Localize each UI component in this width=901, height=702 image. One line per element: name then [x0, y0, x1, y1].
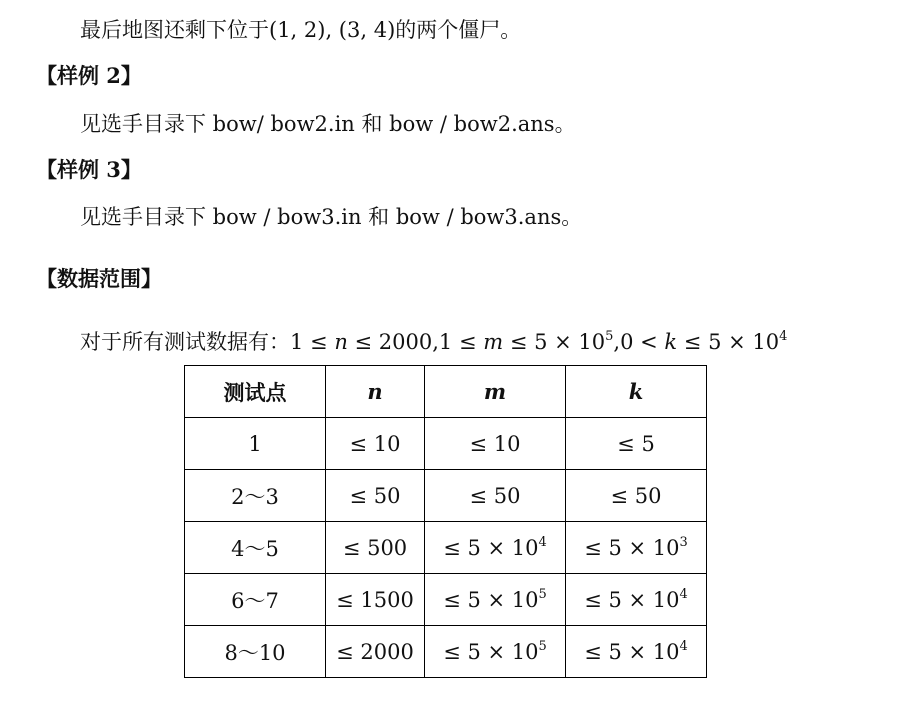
data-range-table [184, 365, 707, 678]
cell-n: ≤ 10 [326, 418, 425, 470]
sample2-heading: 【样例 2】 [36, 63, 142, 88]
cell-n: ≤ 2000 [326, 626, 425, 678]
cell-m-base: ≤ 5 × 10 [443, 639, 539, 664]
cell-m [425, 574, 566, 626]
cell-m-exp: 5 [538, 638, 547, 654]
cell-k [566, 522, 707, 574]
constraint-n-part: 1 ≤ [290, 330, 335, 354]
intro-line: 最后地图还剩下位于(1, 2), (3, 4)的两个僵尸。 [80, 18, 522, 42]
cell-m-base: ≤ 5 × 10 [443, 587, 539, 612]
table-row [185, 418, 707, 470]
constraint-m-exp: 5 [605, 329, 614, 344]
header-k-label: k [628, 379, 644, 404]
data-range-heading: 【数据范围】 [36, 266, 162, 291]
cell-point: 2～3 [185, 470, 326, 522]
cell-k-base: ≤ 5 [617, 431, 655, 456]
cell-n: ≤ 1500 [326, 574, 425, 626]
cell-m-exp: 4 [538, 534, 547, 550]
header-n [326, 366, 425, 418]
sample2-text: 见选手目录下 bow/ bow2.in 和 bow / bow2.ans。 [80, 112, 576, 136]
cell-m [425, 522, 566, 574]
constraint-n-tail: ≤ 2000,1 ≤ [347, 330, 484, 354]
cell-k-exp: 4 [679, 638, 688, 654]
constraint-m-tail: ≤ 5 × 10 [503, 330, 606, 354]
cell-point: 1 [185, 418, 326, 470]
table-row [185, 574, 707, 626]
data-range-constraint [80, 328, 787, 356]
cell-point: 6～7 [185, 574, 326, 626]
cell-m [425, 470, 566, 522]
cell-k-base: ≤ 5 × 10 [584, 639, 680, 664]
header-n-label: n [367, 379, 383, 404]
cell-k [566, 574, 707, 626]
cell-m-base: ≤ 50 [469, 483, 521, 508]
header-m [425, 366, 566, 418]
cell-k-base: ≤ 5 × 10 [584, 535, 680, 560]
cell-k-base: ≤ 5 × 10 [584, 587, 680, 612]
cell-point: 4～5 [185, 522, 326, 574]
cell-m [425, 418, 566, 470]
cell-m-base: ≤ 10 [469, 431, 521, 456]
cell-k [566, 626, 707, 678]
sample3-heading: 【样例 3】 [36, 157, 142, 182]
cell-n: ≤ 500 [326, 522, 425, 574]
cell-k [566, 418, 707, 470]
cell-k-exp: 4 [679, 586, 688, 602]
constraint-k-var: k [664, 330, 678, 354]
constraint-k-tail: ≤ 5 × 10 [677, 330, 780, 354]
constraint-n-var: n [334, 330, 348, 354]
cell-k-exp: 3 [679, 534, 688, 550]
constraint-m-var: m [483, 330, 504, 354]
table-row [185, 470, 707, 522]
cell-m-exp: 5 [538, 586, 547, 602]
cell-m-base: ≤ 5 × 10 [443, 535, 539, 560]
cell-k [566, 470, 707, 522]
cell-point: 8～10 [185, 626, 326, 678]
sample3-text: 见选手目录下 bow / bow3.in 和 bow / bow3.ans。 [80, 205, 583, 229]
cell-n: ≤ 50 [326, 470, 425, 522]
table-row [185, 626, 707, 678]
cell-m [425, 626, 566, 678]
header-k [566, 366, 707, 418]
cell-k-base: ≤ 50 [610, 483, 662, 508]
constraint-k-head: ,0 < [613, 330, 665, 354]
table-row [185, 522, 707, 574]
constraint-prefix: 对于所有测试数据有： [80, 330, 290, 354]
constraint-k-exp: 4 [779, 329, 788, 344]
table-header-row [185, 366, 707, 418]
header-test-point: 测试点 [185, 366, 326, 418]
header-m-label: m [483, 379, 507, 404]
